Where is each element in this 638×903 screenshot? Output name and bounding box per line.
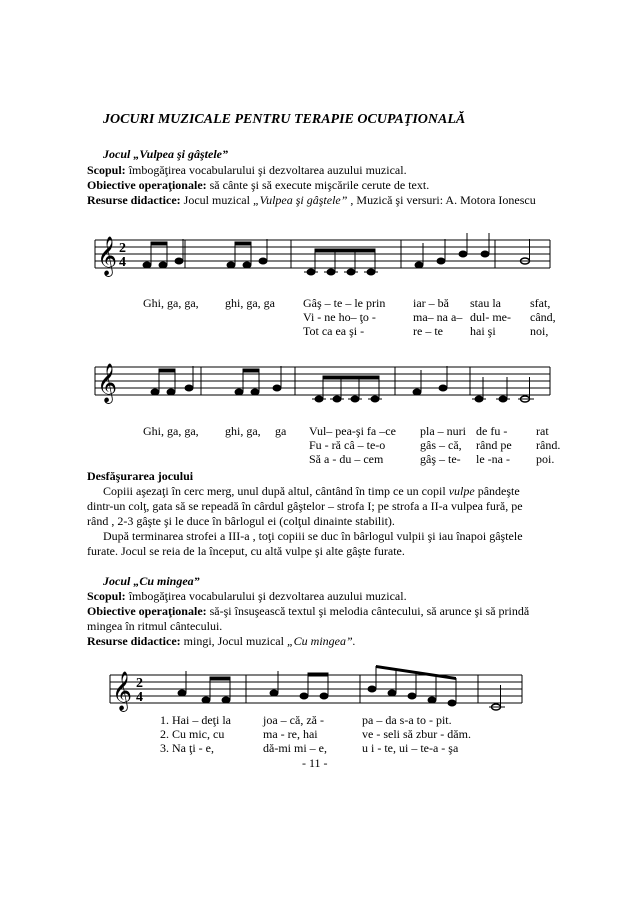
treble-clef-icon: 𝄞 bbox=[97, 363, 118, 403]
game1-desf-line4: După terminarea strofei a III-a , toţi copiii se duc în bârlogul vulpii şi iau înapoi gâştele bbox=[103, 529, 523, 543]
game1-objectives: Obiective operaţionale: să cânte şi să execute mişcările cerute de text. bbox=[87, 178, 430, 192]
page-number: - 11 - bbox=[302, 756, 328, 770]
game2-resources: Resurse didactice: mingi, Jocul muzical „Cu mingea”. bbox=[87, 634, 356, 648]
lyrics2-col5: pla – nuri gâs – că, gâş – te- bbox=[420, 424, 466, 466]
game2-objectives-cont: mingea în ritmul cântecului. bbox=[87, 619, 223, 633]
game2-heading: Jocul „Cu mingea” bbox=[103, 574, 200, 588]
lyrics1-col6: sfat, când, noi, bbox=[530, 296, 556, 338]
treble-clef-icon: 𝄞 bbox=[97, 236, 118, 276]
music-staff-3 bbox=[110, 660, 530, 720]
game1-desf-heading: Desfăşurarea jocului bbox=[87, 469, 194, 483]
lyrics2-col1: Ghi, ga, ga, bbox=[143, 424, 199, 438]
time-signature-bottom: 4 bbox=[136, 690, 143, 705]
page-title: JOCURI MUZICALE PENTRU TERAPIE OCUPAŢIONALĂ bbox=[103, 112, 466, 127]
lyrics2-col2: ghi, ga, bbox=[225, 424, 261, 438]
lyrics2-col7: rat rând. poi. bbox=[536, 424, 561, 466]
time-signature-bottom: 4 bbox=[119, 255, 126, 270]
game1-desf-line1: Copiii aşezaţi în cerc merg, unul după altul, cântând în timp ce un copil vulpe pândeşte bbox=[103, 484, 520, 498]
lyrics1-col1: Ghi, ga, ga, bbox=[143, 296, 199, 310]
lyrics1-col2: ghi, ga, ga bbox=[225, 296, 275, 310]
lyrics3-col-a: 1. Hai – deţi la 2. Cu mic, cu 3. Na ţi - e, bbox=[160, 713, 231, 755]
game1-desf-line2: dintr-un colţ, gata să se repeadă în cârdul gâştelor – strofa I; pe strofa a II-a vulpea fură, pe bbox=[87, 499, 523, 513]
game1-resources: Resurse didactice: Jocul muzical „Vulpea şi gâştele” , Muzică şi versuri: A. Motora Ionescu bbox=[87, 193, 536, 207]
lyrics1-col4: iar – bă ma– na a– re – te bbox=[413, 296, 463, 338]
lyrics1-col3: Gâş – te – le prin Vi - ne ho– ţo - Tot ca ea şi - bbox=[303, 296, 386, 338]
lyrics2-col6: de fu - rând pe le -na - bbox=[476, 424, 512, 466]
lyrics2-col4: Vul– pea-şi fa –ce Fu - ră câ – te-o Să a - du – cem bbox=[309, 424, 396, 466]
treble-clef-icon: 𝄞 bbox=[112, 671, 133, 711]
game1-desf-line5: furate. Jocul se reia de la început, cu altă vulpe şi alte gâşte furate. bbox=[87, 544, 405, 558]
music-staff-2 bbox=[95, 352, 555, 407]
time-signature-top: 2 bbox=[136, 676, 143, 691]
game1-desf-line3: rând , 2-3 gâşte şi le duce în bârlogul ei (colţul dinainte stabilit). bbox=[87, 514, 395, 528]
lyrics3-col-b: joa – că, ză - ma - re, hai dă-mi mi – e, bbox=[263, 713, 327, 755]
game1-heading: Jocul „Vulpea şi gâştele” bbox=[103, 147, 229, 161]
time-signature-top: 2 bbox=[119, 241, 126, 256]
game1-scope: Scopul: îmbogăţirea vocabularului şi dezvoltarea auzului muzical. bbox=[87, 163, 407, 177]
game2-objectives: Obiective operaţionale: să-şi însuşească textul şi melodia cântecului, să arunce şi să prindă bbox=[87, 604, 530, 618]
lyrics2-col3: ga bbox=[275, 424, 287, 438]
music-staff-1 bbox=[95, 225, 555, 280]
game2-scope: Scopul: îmbogăţirea vocabularului şi dezvoltarea auzului muzical. bbox=[87, 589, 407, 603]
lyrics3-col-c: pa – da s-a to - pit. ve - seli să zbur - dăm. u i - te, ui – te-a - şa bbox=[362, 713, 471, 755]
lyrics1-col5: stau la dul- me- hai şi bbox=[470, 296, 511, 338]
